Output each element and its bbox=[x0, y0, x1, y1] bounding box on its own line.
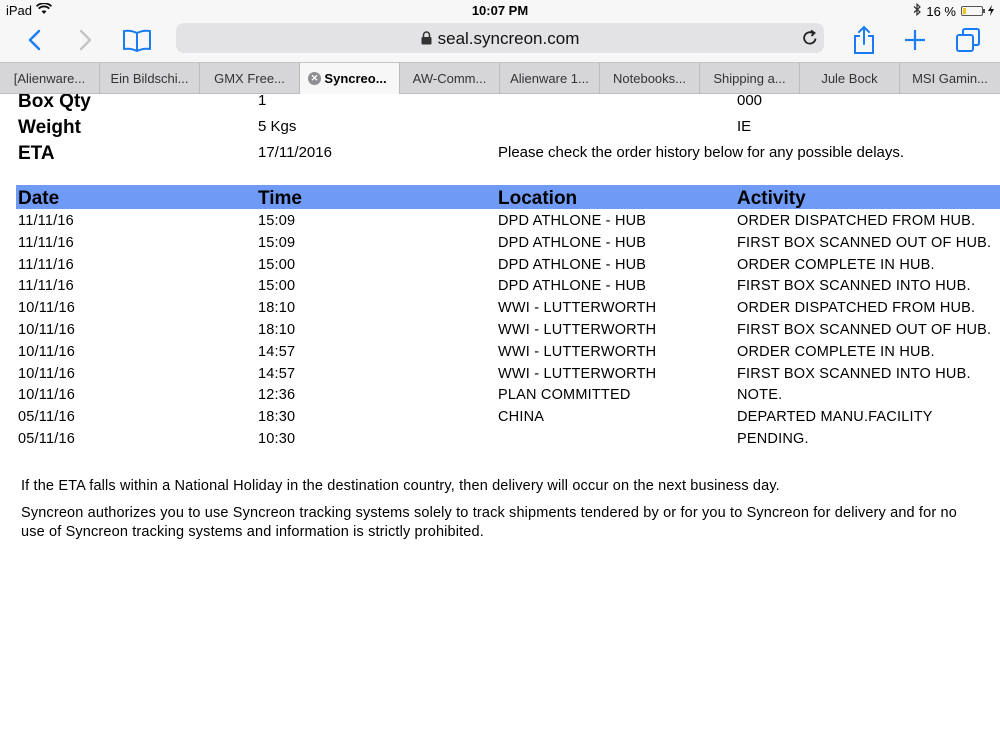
close-tab-icon[interactable]: ✕ bbox=[308, 72, 321, 85]
tab-label: [Alienware... bbox=[13, 71, 86, 86]
cell-date: 11/11/16 bbox=[18, 213, 74, 229]
cell-time: 10:30 bbox=[258, 431, 296, 447]
history-table-header bbox=[16, 185, 1000, 209]
cell-date: 11/11/16 bbox=[18, 278, 74, 295]
tab[interactable] bbox=[400, 63, 500, 94]
cell-time: 14:57 bbox=[258, 343, 296, 360]
cell-time: 15:09 bbox=[258, 213, 296, 229]
cell-time: 18:10 bbox=[258, 322, 296, 338]
battery-percent: 16 % bbox=[926, 3, 956, 19]
cell-location: DPD ATHLONE - HUB bbox=[498, 234, 647, 251]
tab-bar bbox=[0, 62, 1000, 94]
cell-time: 14:57 bbox=[258, 365, 296, 382]
cell-location: WWI - LUTTERWORTH bbox=[498, 343, 657, 360]
chevron-right-icon bbox=[79, 29, 93, 51]
cell-activity: ORDER DISPATCHED FROM HUB. bbox=[737, 300, 976, 317]
cell-date: 10/11/16 bbox=[18, 343, 75, 360]
cell-date: 05/11/16 bbox=[18, 431, 75, 447]
tab-active[interactable] bbox=[300, 63, 400, 94]
cell-activity: PENDING. bbox=[737, 431, 809, 447]
share-icon bbox=[852, 25, 876, 55]
bookmarks-button[interactable] bbox=[120, 24, 154, 56]
browser-toolbar bbox=[0, 20, 1000, 62]
cell-date: 11/11/16 bbox=[18, 256, 74, 273]
tab-label: Ein Bildschi... bbox=[110, 71, 189, 86]
cell-location: WWI - LUTTERWORTH bbox=[498, 365, 657, 382]
cell-activity: DEPARTED MANU.FACILITY bbox=[737, 409, 933, 426]
cell-date: 05/11/16 bbox=[18, 409, 75, 426]
cell-location: PLAN COMMITTED bbox=[498, 387, 631, 404]
holiday-note: If the ETA falls within a National Holiday in the destination country, then delivery will occur on the next business day. bbox=[21, 478, 780, 494]
tab-label: Notebooks... bbox=[613, 71, 686, 86]
box-qty-extra: 000 bbox=[737, 94, 763, 109]
tab[interactable] bbox=[900, 63, 1000, 94]
cell-activity: NOTE. bbox=[737, 387, 783, 404]
tabs-icon bbox=[955, 27, 981, 53]
tab[interactable] bbox=[100, 63, 200, 94]
weight-value: 5 Kgs bbox=[258, 118, 297, 135]
cell-time: 18:30 bbox=[258, 409, 296, 426]
legal-note-line-1: Syncreon authorizes you to use Syncreon tracking systems solely to track shipments tendered by or for you to Syncreon for delivery and for no bbox=[21, 505, 957, 521]
cell-location: WWI - LUTTERWORTH bbox=[498, 322, 657, 338]
tab[interactable] bbox=[700, 63, 800, 94]
box-qty-value: 1 bbox=[258, 94, 267, 109]
cell-activity: ORDER COMPLETE IN HUB. bbox=[737, 256, 935, 273]
tab-label: Shipping a... bbox=[713, 71, 786, 86]
weight-label: Weight bbox=[18, 117, 81, 138]
column-header-time: Time bbox=[258, 188, 303, 209]
tab[interactable] bbox=[0, 63, 100, 94]
tab[interactable] bbox=[500, 63, 600, 94]
back-button[interactable] bbox=[20, 24, 48, 56]
clock: 10:07 PM bbox=[471, 3, 529, 18]
tab[interactable] bbox=[800, 63, 900, 94]
tab-label: GMX Free... bbox=[214, 71, 285, 86]
cell-time: 15:00 bbox=[258, 256, 296, 273]
web-page bbox=[0, 94, 1000, 750]
box-qty-label: Box Qty bbox=[18, 94, 91, 112]
tab-label: AW-Comm... bbox=[412, 71, 487, 86]
cell-date: 10/11/16 bbox=[18, 365, 75, 382]
battery-icon bbox=[961, 6, 983, 16]
cell-date: 10/11/16 bbox=[18, 387, 75, 404]
cell-activity: ORDER COMPLETE IN HUB. bbox=[737, 343, 935, 360]
cell-activity: ORDER DISPATCHED FROM HUB. bbox=[737, 213, 976, 229]
cell-time: 12:36 bbox=[258, 387, 296, 404]
legal-note-line-2: use of Syncreon tracking systems and information is strictly prohibited. bbox=[21, 524, 484, 540]
cell-activity: FIRST BOX SCANNED OUT OF HUB. bbox=[737, 234, 992, 251]
eta-value: 17/11/2016 bbox=[258, 144, 332, 161]
cell-time: 15:00 bbox=[258, 278, 296, 295]
tab-label: Syncreo... bbox=[324, 71, 387, 86]
tab-label: Jule Bock bbox=[821, 71, 878, 86]
eta-note: Please check the order history below for any possible delays. bbox=[498, 144, 905, 161]
cell-time: 18:10 bbox=[258, 300, 296, 317]
tab[interactable] bbox=[600, 63, 700, 94]
tab[interactable] bbox=[200, 63, 300, 94]
plus-icon bbox=[903, 28, 927, 52]
cell-activity: FIRST BOX SCANNED INTO HUB. bbox=[737, 278, 971, 295]
cell-location: DPD ATHLONE - HUB bbox=[498, 278, 647, 295]
cell-location: DPD ATHLONE - HUB bbox=[498, 256, 647, 273]
device-name: iPad bbox=[6, 3, 33, 18]
bluetooth-icon bbox=[913, 3, 921, 19]
cell-date: 11/11/16 bbox=[18, 234, 74, 251]
lock-icon bbox=[421, 30, 432, 50]
cell-location: DPD ATHLONE - HUB bbox=[498, 213, 647, 229]
weight-extra: IE bbox=[737, 118, 752, 135]
book-icon bbox=[122, 28, 152, 52]
eta-label: ETA bbox=[18, 143, 55, 164]
address-bar[interactable] bbox=[176, 23, 824, 53]
cell-location: CHINA bbox=[498, 409, 545, 426]
cell-date: 10/11/16 bbox=[18, 322, 75, 338]
share-button[interactable] bbox=[850, 24, 878, 56]
new-tab-button[interactable] bbox=[901, 24, 929, 56]
cell-activity: FIRST BOX SCANNED INTO HUB. bbox=[737, 365, 971, 382]
forward-button[interactable] bbox=[72, 24, 100, 56]
status-bar bbox=[0, 0, 1000, 20]
reload-icon[interactable] bbox=[802, 29, 818, 51]
tab-label: Alienware 1... bbox=[510, 71, 589, 86]
cell-activity: FIRST BOX SCANNED OUT OF HUB. bbox=[737, 322, 992, 338]
chevron-left-icon bbox=[27, 29, 41, 51]
tabs-overview-button[interactable] bbox=[954, 24, 982, 56]
column-header-location: Location bbox=[498, 188, 578, 209]
cell-time: 15:09 bbox=[258, 234, 296, 251]
charging-icon bbox=[988, 4, 994, 19]
cell-date: 10/11/16 bbox=[18, 300, 75, 317]
cell-location: WWI - LUTTERWORTH bbox=[498, 300, 657, 317]
tab-label: MSI Gamin... bbox=[912, 71, 988, 86]
url-text: seal.syncreon.com bbox=[437, 29, 580, 48]
column-header-date: Date bbox=[18, 188, 60, 209]
column-header-activity: Activity bbox=[737, 188, 806, 209]
